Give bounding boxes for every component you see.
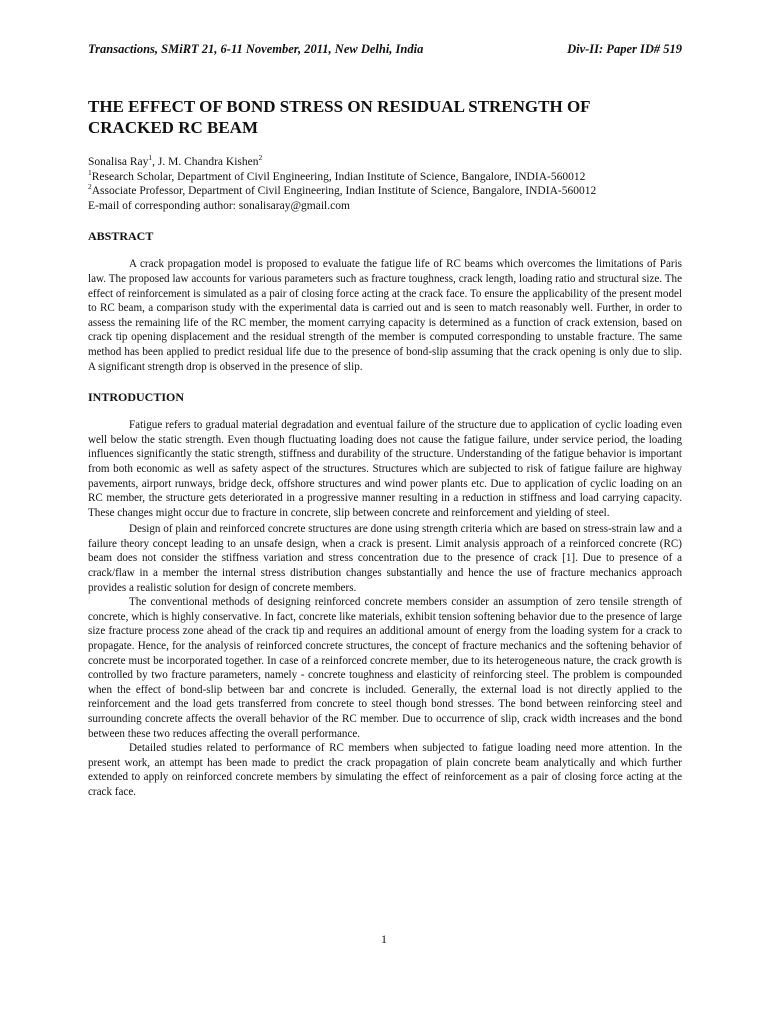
- author-1-name: Sonalisa Ray: [88, 156, 149, 168]
- corresponding-email: E-mail of corresponding author: sonalisaray@gmail.com: [88, 199, 350, 212]
- paper-title: THE EFFECT OF BOND STRESS ON RESIDUAL STRENGTH OF CRACKED RC BEAM: [88, 97, 590, 137]
- introduction-paragraph-3: The conventional methods of designing reinforced concrete members consider an assumption of zero tensile strength of concrete, which is highly conservative. In fact, concrete like materials, exhibit tension softening behavior due to the presence of large size fracture process zone ahead of the crack tip and requires an additional amount of energy from the loading system for a crack to propagate. Hence, for the analysis of reinforced concrete structures, the concept of fracture mechanics and the softening behavior of concrete must be incorporated together. In case of a reinforced concrete member, due to its heterogeneous nature, the crack growth is controlled by two fracture parameters, namely - concrete toughness and elasticity of reinforcing steel. The problem is compounded when the effect of bond-slip between bar and concrete is included. Generally, the external load is not directly applied to the reinforcement and the load gets transferred from concrete to steel though bond stresses. The bond between reinforcing steel and surrounding concrete affects the overall behavior of the RC member. Due to occurrence of slip, crack width increases and the bond between these two reduces affecting the overall performance.: [88, 596, 682, 740]
- abstract-heading: ABSTRACT: [88, 229, 154, 244]
- running-header: [88, 42, 682, 57]
- affiliation-1-text: Research Scholar, Department of Civil Engineering, Indian Institute of Science, Bangalore, INDIA-560012: [91, 170, 586, 183]
- affiliation-1-marker: 1: [88, 167, 92, 177]
- author-separator: ,: [152, 156, 158, 168]
- page-number: 1: [381, 932, 387, 946]
- paper-id: Div-II: Paper ID# 519: [567, 42, 682, 56]
- introduction-paragraph-1: Fatigue refers to gradual material degradation and eventual failure of the structure due to application of cyclic loading even well below the static strength. Even though fluctuating loading does not cause the fatigue failure, under service period, the loading influences significantly the static strength, stiffness and durability of the structure. Understanding of the fatigue behavior is important from both economic as well as safety aspect of the structures. Structures which are subjected to risk of fatigue failure are highway pavements, airport runways, bridge deck, offshore structures and wind power plants etc. Due to application of cyclic loading on an RC member, the structure gets deteriorated in a progressive manner resulting in a reduction in stiffness and load carrying capacity. These changes might occur due to fracture in concrete, slip between concrete and reinforcement and yielding of steel.: [88, 419, 682, 519]
- conference-details: SMiRT 21, 6-11 November, 2011, New Delhi, India: [158, 42, 424, 56]
- abstract-paragraph: A crack propagation model is proposed to evaluate the fatigue life of RC beams which overcomes the limitations of Paris law. The proposed law accounts for various parameters such as fracture toughness, crack length, loading ratio and structural size. The effect of reinforcement is simulated as a pair of closing force acting at the crack face. To ensure the applicability of the present model to RC beam, a comparison study with the experimental data is carried out and is seen to match reasonably well. Further, in order to assess the remaining life of the RC member, the moment carrying capacity is determined as a function of crack extension, based on crack tip opening displacement and the residual strength of the member is computed corresponding to unstable fracture. The same method has been applied to predict residual life due to the presence of bond-slip assuming that the crack opening is only due to slip. A significant strength drop is observed in the presence of slip.: [88, 258, 682, 373]
- author-2-affil-marker: 2: [258, 153, 263, 163]
- author-line: [88, 155, 682, 170]
- introduction-heading: INTRODUCTION: [88, 390, 185, 405]
- introduction-paragraph-2: Design of plain and reinforced concrete structures are done using strength criteria which are based on stress-strain law and a failure theory concept leading to an unsafe design, when a crack is present. Limit analysis approach of a reinforced concrete (RC) beam does not consider the stiffness variation and stress concentration due to the presence of crack [1]. Due to presence of a crack/flaw in a member the internal stress distribution changes substantially and hence the use of fracture mechanics approach provides a realistic solution for design of concrete members.: [88, 523, 682, 594]
- author-2-name: J. M. Chandra Kishen: [157, 156, 259, 168]
- affiliation-2-marker: 2: [88, 182, 92, 192]
- conference-prefix: Transactions,: [88, 42, 159, 56]
- paper-content: [88, 96, 682, 800]
- author-1-affil-marker: 1: [148, 153, 153, 163]
- conference-info: [88, 42, 423, 57]
- author-block: [88, 155, 682, 213]
- affiliation-1: [88, 167, 682, 185]
- affiliation-2-text: Associate Professor, Department of Civil Engineering, Indian Institute of Science, Bangalore, INDIA-560012: [91, 185, 597, 198]
- affiliation-2: [88, 184, 682, 199]
- introduction-paragraph-4: Detailed studies related to performance of RC members when subjected to fatigue loading need more attention. In the present work, an attempt has been made to predict the crack propagation of plain concrete beam analytically and which further extended to apply on reinforced concrete members by simulating the effect of reinforcement as a pair of closing force acting at the crack face.: [88, 742, 682, 798]
